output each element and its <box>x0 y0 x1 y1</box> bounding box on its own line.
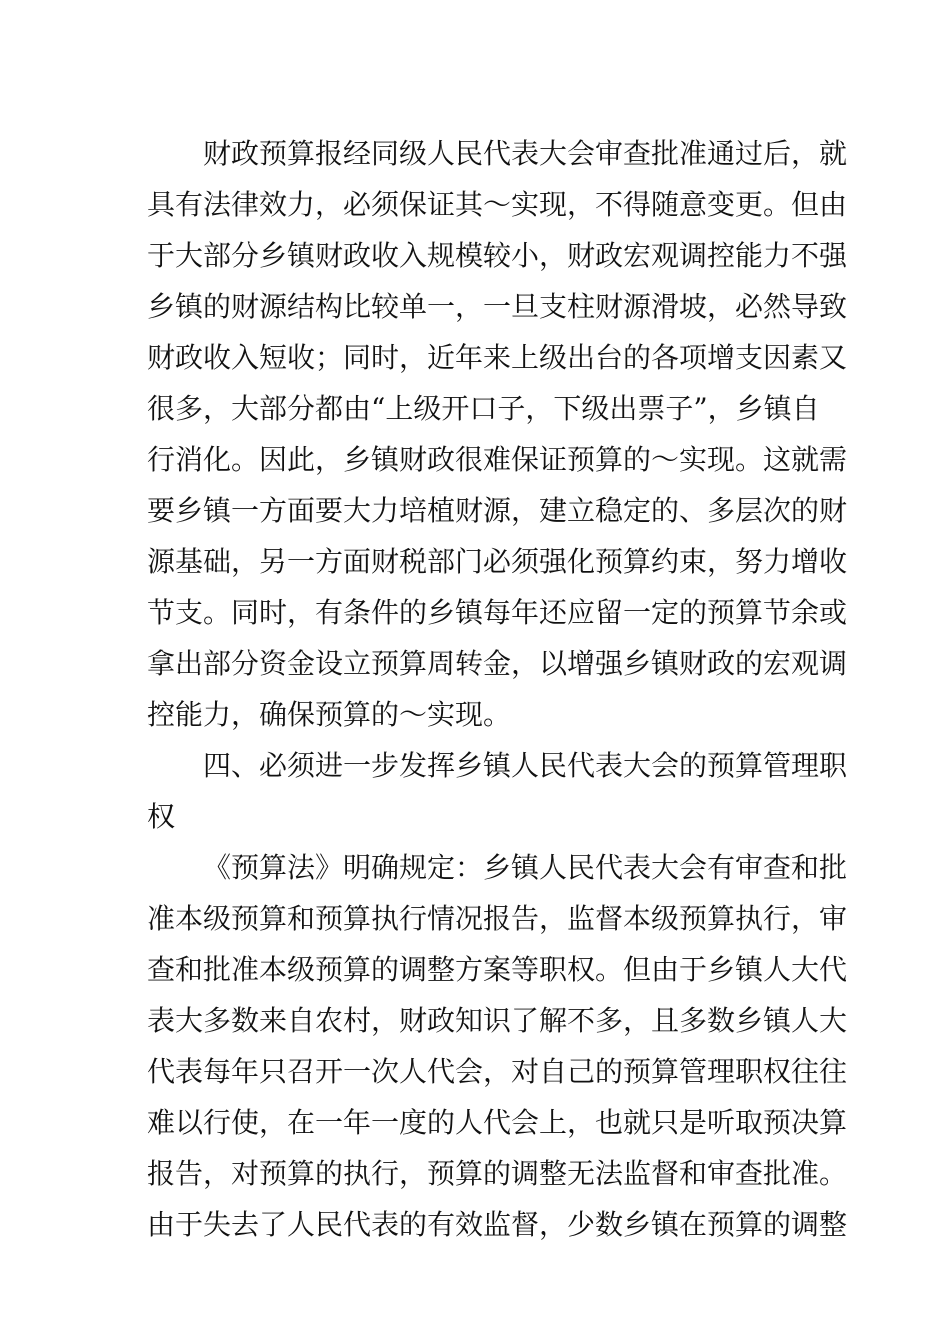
paragraph-3-line-1: 《预算法》明确规定：乡镇人民代表大会有审查和批 <box>203 851 848 884</box>
paragraph-1-line-9: 源基础，另一方面财税部门必须强化预算约束，努力增收 <box>147 545 848 578</box>
paragraph-3-line-2: 准本级预算和预算执行情况报告，监督本级预算执行，审 <box>147 902 848 935</box>
paragraph-3-line-6: 难以行使，在一年一度的人代会上，也就只是听取预决算 <box>147 1106 848 1139</box>
paragraph-1-line-11: 拿出部分资金设立预算周转金，以增强乡镇财政的宏观调 <box>147 647 848 680</box>
paragraph-1-line-1: 财政预算报经同级人民代表大会审查批准通过后，就 <box>203 137 848 170</box>
paragraph-1-line-5: 财政收入短收；同时，近年来上级出台的各项增支因素又 <box>147 341 848 374</box>
paragraph-1-line-6: 很多，大部分都由“上级开口子，下级出票子”，乡镇自 <box>147 392 820 425</box>
paragraph-3-line-3: 查和批准本级预算的调整方案等职权。但由于乡镇人大代 <box>147 953 848 986</box>
paragraph-1-line-7: 行消化。因此，乡镇财政很难保证预算的～实现。这就需 <box>147 443 848 476</box>
paragraph-3-line-5: 代表每年只召开一次人代会，对自己的预算管理职权往往 <box>147 1055 848 1088</box>
paragraph-1-line-8: 要乡镇一方面要大力培植财源，建立稳定的、多层次的财 <box>147 494 848 527</box>
paragraph-1-line-4: 乡镇的财源结构比较单一，一旦支柱财源滑坡，必然导致 <box>147 290 848 323</box>
paragraph-3-line-7: 报告，对预算的执行，预算的调整无法监督和审查批准。 <box>147 1157 848 1190</box>
paragraph-1-line-3: 于大部分乡镇财政收入规模较小，财政宏观调控能力不强 <box>147 239 848 272</box>
section-heading-line-2: 权 <box>147 800 176 833</box>
paragraph-3-line-8: 由于失去了人民代表的有效监督，少数乡镇在预算的调整 <box>147 1208 848 1241</box>
paragraph-1-line-10: 节支。同时，有条件的乡镇每年还应留一定的预算节余或 <box>147 596 848 629</box>
document-body <box>147 128 848 1250</box>
section-heading-line-1: 四、必须进一步发挥乡镇人民代表大会的预算管理职 <box>203 749 848 782</box>
paragraph-3-line-4: 表大多数来自农村，财政知识了解不多，且多数乡镇人大 <box>147 1004 848 1037</box>
paragraph-1-line-2: 具有法律效力，必须保证其～实现，不得随意变更。但由 <box>147 188 848 221</box>
paragraph-1-line-12: 控能力，确保预算的～实现。 <box>147 698 512 731</box>
